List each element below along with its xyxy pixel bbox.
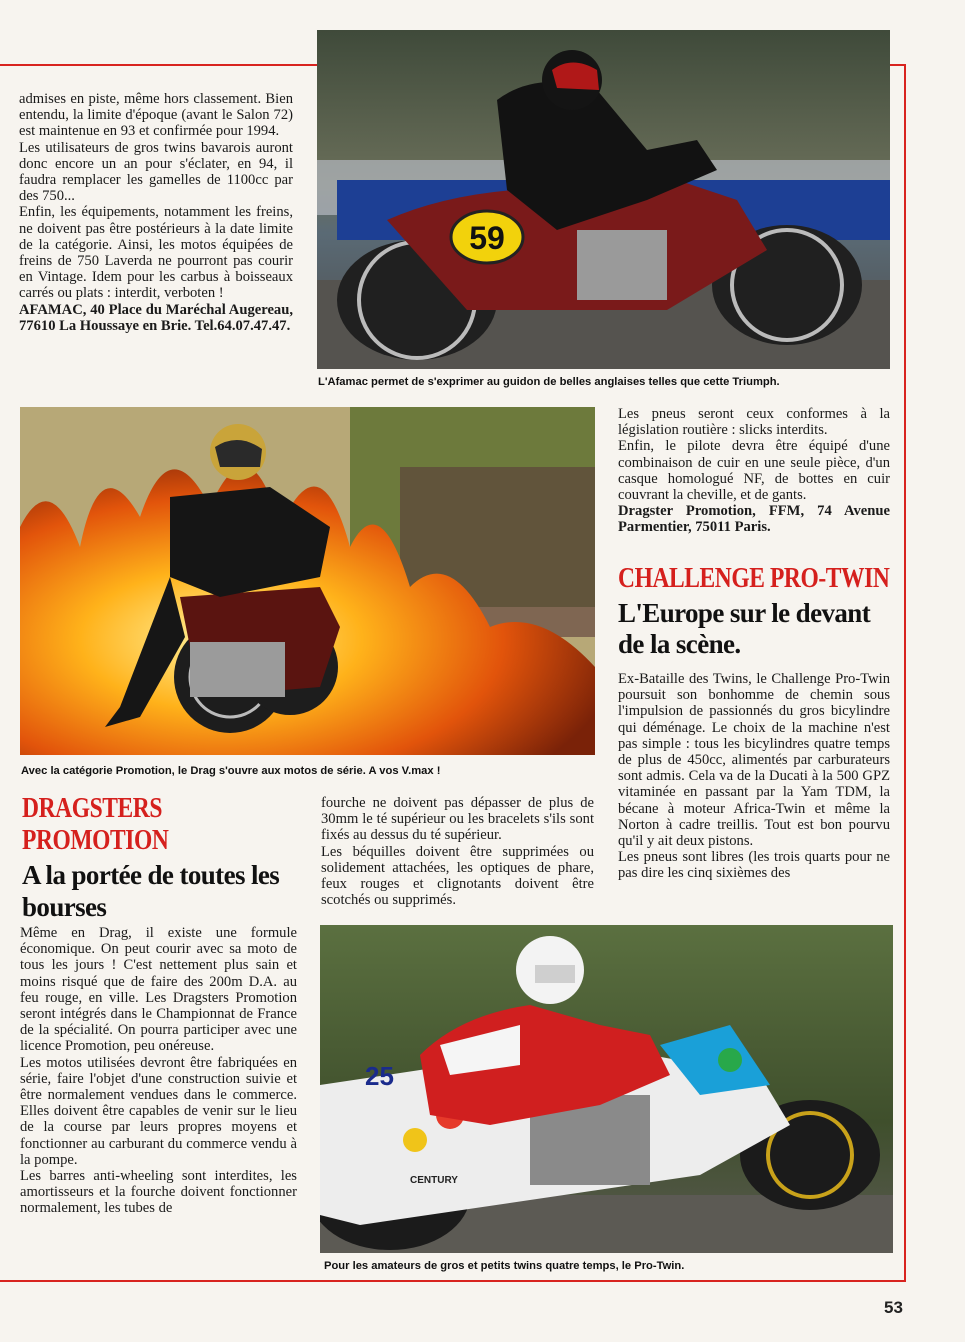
paragraph: Ex-Bataille des Twins, le Challenge Pro-Twin poursuit son bonhomme de chemin sous l'impulsion de passionnés du gros bicylindre qui déménage. Le choix de la machine n'est pas simple : tous les bicylindres quatre temps de plus de 450cc, alimentés par carburateurs sont admis. Cela va de la Ducati à la 500 GPZ vitaminée en passant par la Yam TDM, la bécane à moteur Africa-Twin et même la Norton à cadre treillis. Tout est bon pourvu qu'il y ait deux pistons. [618,671,890,850]
challenge-headline: L'Europe sur le devant de la scène. [618,598,871,659]
article-intro-column [19,91,293,334]
protwin-racing-photo [320,925,893,1253]
paragraph: fourche ne doivent pas dépasser de plus de 30mm le té supérieur ou les bracelets s'ils sont fixés au dessus du té supérieur. [321,795,594,844]
challenge-kicker: CHALLENGE PRO-TWIN [618,563,890,594]
paragraph: Les motos utilisées devront être fabriquées en série, faire l'objet d'une construction suivie et être normalement vendues dans le commerce. Elles doivent être capables de venir sur le lieu de la course par leurs propres moyens et fonctionner au carburant du commerce vendu à la pompe. [20,1054,297,1168]
afamac-address: AFAMAC, 40 Place du Maréchal Augereau, 77610 La Houssaye en Brie. Tel.64.07.47.47. [19,301,293,334]
paragraph: admises en piste, même hors classement. Bien entendu, la limite d'époque (avant le Salon 72) est maintenue en 93 et confirmée pour 1994. [19,91,293,140]
dragsters-headline: A la portée de toutes les bourses [22,860,280,922]
dragsters-kicker-line1: DRAGSTERS [22,793,163,824]
paragraph: Enfin, le pilote devra être équipé d'une combinaison de cuir en une seule pièce, d'un casque homologué NF, de bottes en cuir couvrant la cheville, et de gants. [618,438,890,504]
page-number: 53 [884,1298,903,1317]
fire-photo-caption: Avec la catégorie Promotion, le Drag s'ouvre aux motos de série. A vos V.max ! [21,765,441,777]
dragsters-body-col1 [20,925,297,1217]
dragster-address: Dragster Promotion, FFM, 74 Avenue Parmentier, 75011 Paris. [618,503,890,536]
triumph-photo-illustration [317,30,890,369]
red-frame-bottom [0,1280,906,1282]
paragraph: Les pneus seront ceux conformes à la législation routière : slicks interdits. [618,406,890,439]
red-frame-right [904,64,906,1282]
dragsters-body-col2 [321,795,594,908]
fire-burnout-photo [20,407,595,755]
protwin-photo-caption: Pour les amateurs de gros et petits twins quatre temps, le Pro-Twin. [324,1260,685,1272]
tyre-equipment-column [618,406,890,536]
paragraph: Enfin, les équipements, notamment les freins, ne doivent pas être postérieurs à la date limite de la catégorie. Ainsi, les motos équipées de freins de 750 Laverda ne pourront pas courir en Vintage. Idem pour les carbus à boisseaux carrés ou plats : interdit, verboten ! [19,204,293,302]
fire-photo-illustration [20,407,595,755]
race-number-59: 59 [469,220,505,256]
race-number-25: 25 [365,1061,394,1091]
paragraph: Les pneus sont libres (les trois quarts pour ne pas dire les cinq sixièmes des [618,849,890,882]
paragraph: Les béquilles doivent être supprimées ou solidement attachées, les optiques de phare, feux rouges et clignotants doivent être scotchés ou supprimés. [321,843,594,909]
paragraph: Les utilisateurs de gros twins bavarois auront donc encore un an pour s'éclater, en 94, il faudra remplacer les gamelles de 1100cc par des 750... [19,139,293,205]
paragraph: Même en Drag, il existe une formule économique. On peut courir avec sa moto de tous les jours ! C'est nettement plus sain et moins risqué que de faire des 200m D.A. au feu rouge, en ville. Les Dragsters Promotion seront intégrés dans le Championnat de France de la spécialité. On pourra participer avec une licence Promotion, peu onéreuse. [20,925,297,1055]
triumph-racing-photo [317,30,890,369]
triumph-photo-caption: L'Afamac permet de s'exprimer au guidon de belles anglaises telles que cette Triumph. [318,376,780,388]
protwin-photo-illustration [320,925,893,1253]
century-sticker-text: CENTURY [410,1175,458,1186]
dragsters-kicker-line2: PROMOTION [22,825,169,856]
paragraph: Les barres anti-wheeling sont interdites, les amortisseurs et la fourche doivent fonctionner normalement, les tubes de [20,1168,297,1217]
challenge-body [618,671,890,882]
